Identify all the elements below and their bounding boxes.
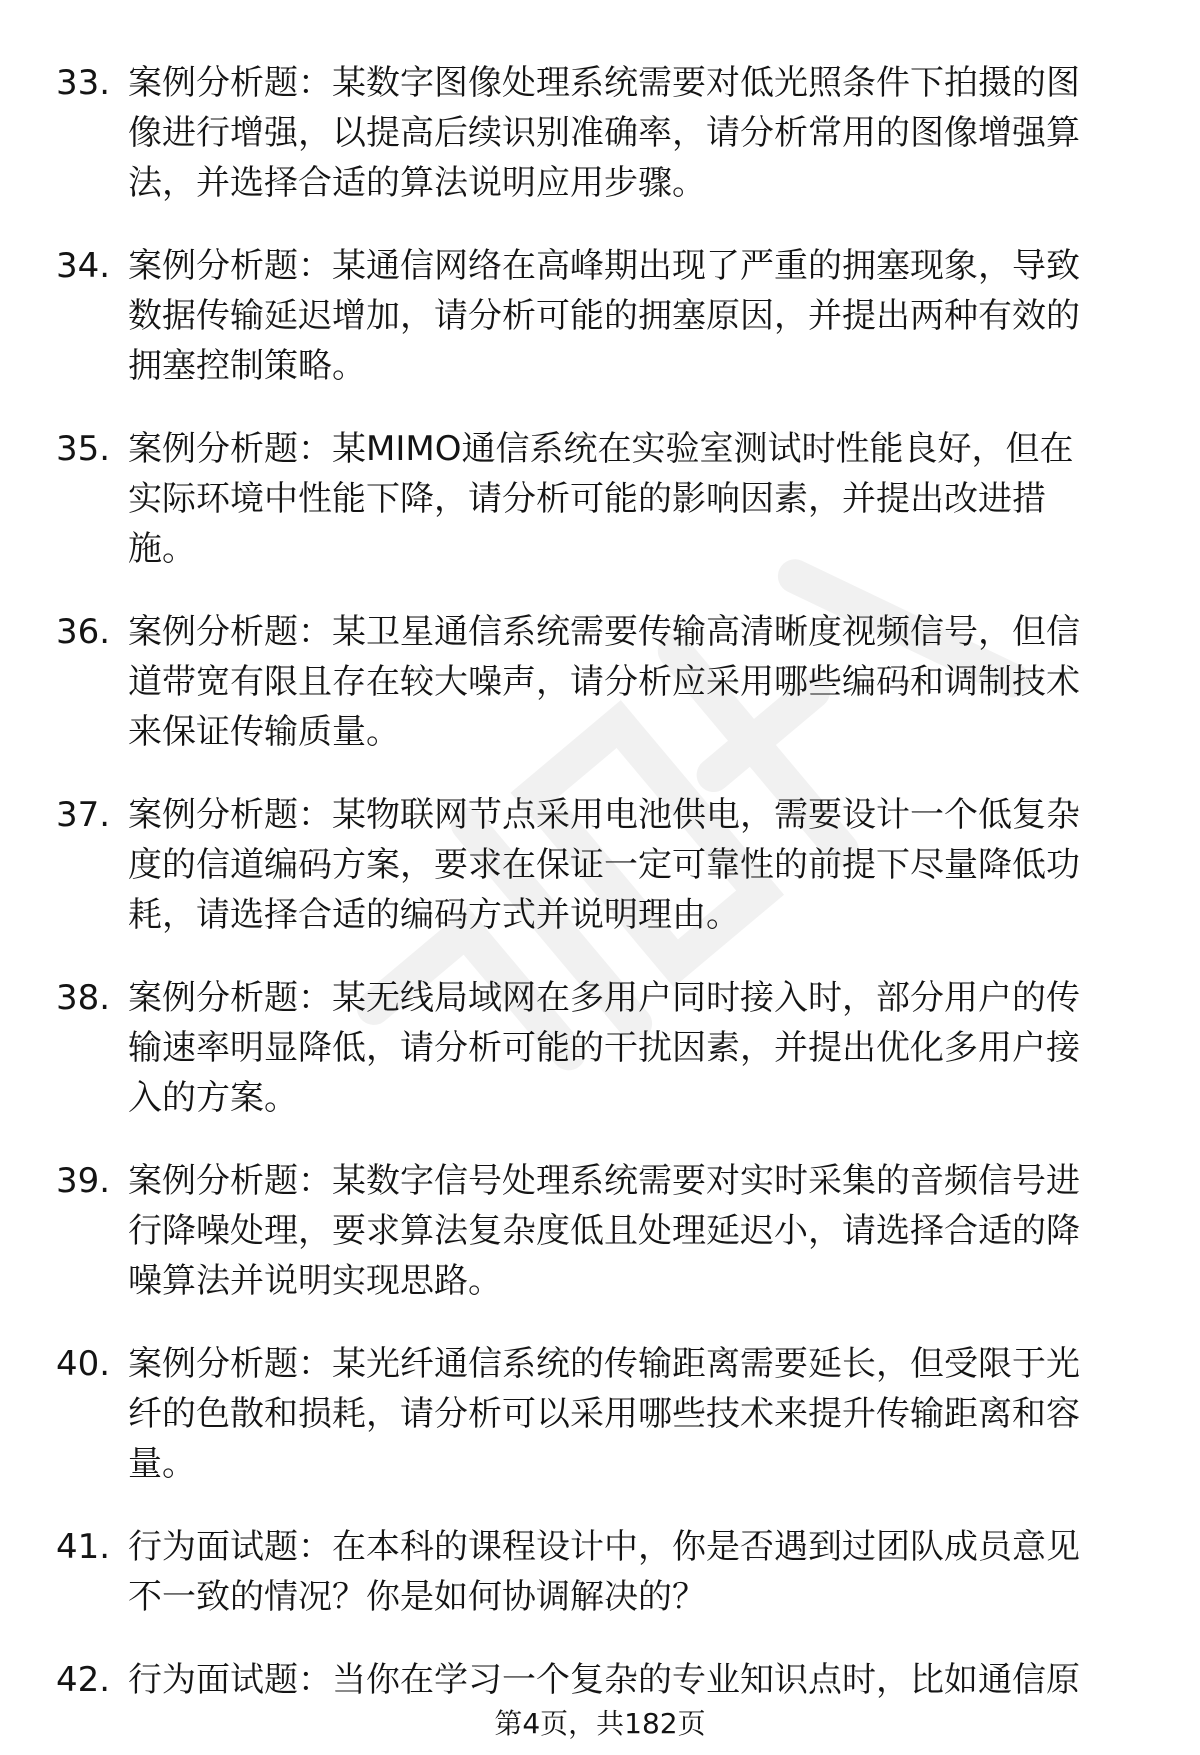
page-footer <box>0 1706 1200 1742</box>
question-line: 案例分析题：某无线局域网在多用户同时接入时，部分用户的传 <box>128 978 1080 1018</box>
question-line: 法，并选择合适的算法说明应用步骤。 <box>128 163 706 203</box>
question-item <box>0 790 1200 940</box>
question-number: 41. <box>56 1527 111 1567</box>
question-line: 耗，请选择合适的编码方式并说明理由。 <box>128 895 740 935</box>
question-line: 施。 <box>128 529 196 569</box>
question-text <box>128 973 1148 1123</box>
question-line: 来保证传输质量。 <box>128 712 400 752</box>
question-line: 输速率明显降低，请分析可能的干扰因素，并提出优化多用户接 <box>128 1028 1080 1068</box>
question-number: 39. <box>56 1161 111 1201</box>
question-list <box>0 58 1200 1738</box>
question-number: 35. <box>56 429 111 469</box>
question-item <box>0 1522 1200 1622</box>
question-line: 案例分析题：某卫星通信系统需要传输高清晰度视频信号，但信 <box>128 612 1080 652</box>
question-line: 拥塞控制策略。 <box>128 346 366 386</box>
question-text <box>128 790 1148 940</box>
question-line: 纤的色散和损耗，请分析可以采用哪些技术来提升传输距离和容 <box>128 1394 1080 1434</box>
question-item <box>0 973 1200 1123</box>
question-line: 案例分析题：某物联网节点采用电池供电，需要设计一个低复杂 <box>128 795 1080 835</box>
question-text <box>128 1655 1148 1705</box>
question-line: 像进行增强，以提高后续识别准确率，请分析常用的图像增强算 <box>128 113 1080 153</box>
question-line: 入的方案。 <box>128 1078 298 1118</box>
question-line: 行为面试题：在本科的课程设计中，你是否遇到过团队成员意见 <box>128 1527 1080 1567</box>
question-line: 案例分析题：某光纤通信系统的传输距离需要延长，但受限于光 <box>128 1344 1080 1384</box>
question-number: 38. <box>56 978 111 1018</box>
question-line: 案例分析题：某数字信号处理系统需要对实时采集的音频信号进 <box>128 1161 1080 1201</box>
question-number: 40. <box>56 1344 111 1384</box>
question-item <box>0 1655 1200 1705</box>
question-line: 实际环境中性能下降，请分析可能的影响因素，并提出改进措 <box>128 479 1046 519</box>
question-text <box>128 424 1148 574</box>
question-item <box>0 58 1200 208</box>
question-text <box>128 1522 1148 1622</box>
question-item <box>0 607 1200 757</box>
question-number: 37. <box>56 795 111 835</box>
question-line: 行为面试题：当你在学习一个复杂的专业知识点时，比如通信原 <box>128 1660 1080 1700</box>
question-text <box>128 58 1148 208</box>
question-item <box>0 241 1200 391</box>
question-line: 数据传输延迟增加，请分析可能的拥塞原因，并提出两种有效的 <box>128 296 1080 336</box>
question-line: 案例分析题：某数字图像处理系统需要对低光照条件下拍摄的图 <box>128 63 1080 103</box>
question-line: 度的信道编码方案，要求在保证一定可靠性的前提下尽量降低功 <box>128 845 1080 885</box>
question-text <box>128 1339 1148 1489</box>
question-line: 不一致的情况？你是如何协调解决的？ <box>128 1577 706 1617</box>
question-item <box>0 1156 1200 1306</box>
question-number: 36. <box>56 612 111 652</box>
question-number: 33. <box>56 63 111 103</box>
page-number-label: 第4页，共182页 <box>494 1707 706 1740</box>
question-text <box>128 241 1148 391</box>
question-line: 案例分析题：某MIMO通信系统在实验室测试时性能良好，但在 <box>128 429 1074 469</box>
question-line: 行降噪处理，要求算法复杂度低且处理延迟小，请选择合适的降 <box>128 1211 1080 1251</box>
question-item <box>0 1339 1200 1489</box>
question-line: 噪算法并说明实现思路。 <box>128 1261 502 1301</box>
question-line: 量。 <box>128 1444 196 1484</box>
question-text <box>128 1156 1148 1306</box>
question-item <box>0 424 1200 574</box>
question-number: 42. <box>56 1660 111 1700</box>
question-number: 34. <box>56 246 111 286</box>
question-line: 案例分析题：某通信网络在高峰期出现了严重的拥塞现象，导致 <box>128 246 1080 286</box>
question-line: 道带宽有限且存在较大噪声，请分析应采用哪些编码和调制技术 <box>128 662 1080 702</box>
question-text <box>128 607 1148 757</box>
